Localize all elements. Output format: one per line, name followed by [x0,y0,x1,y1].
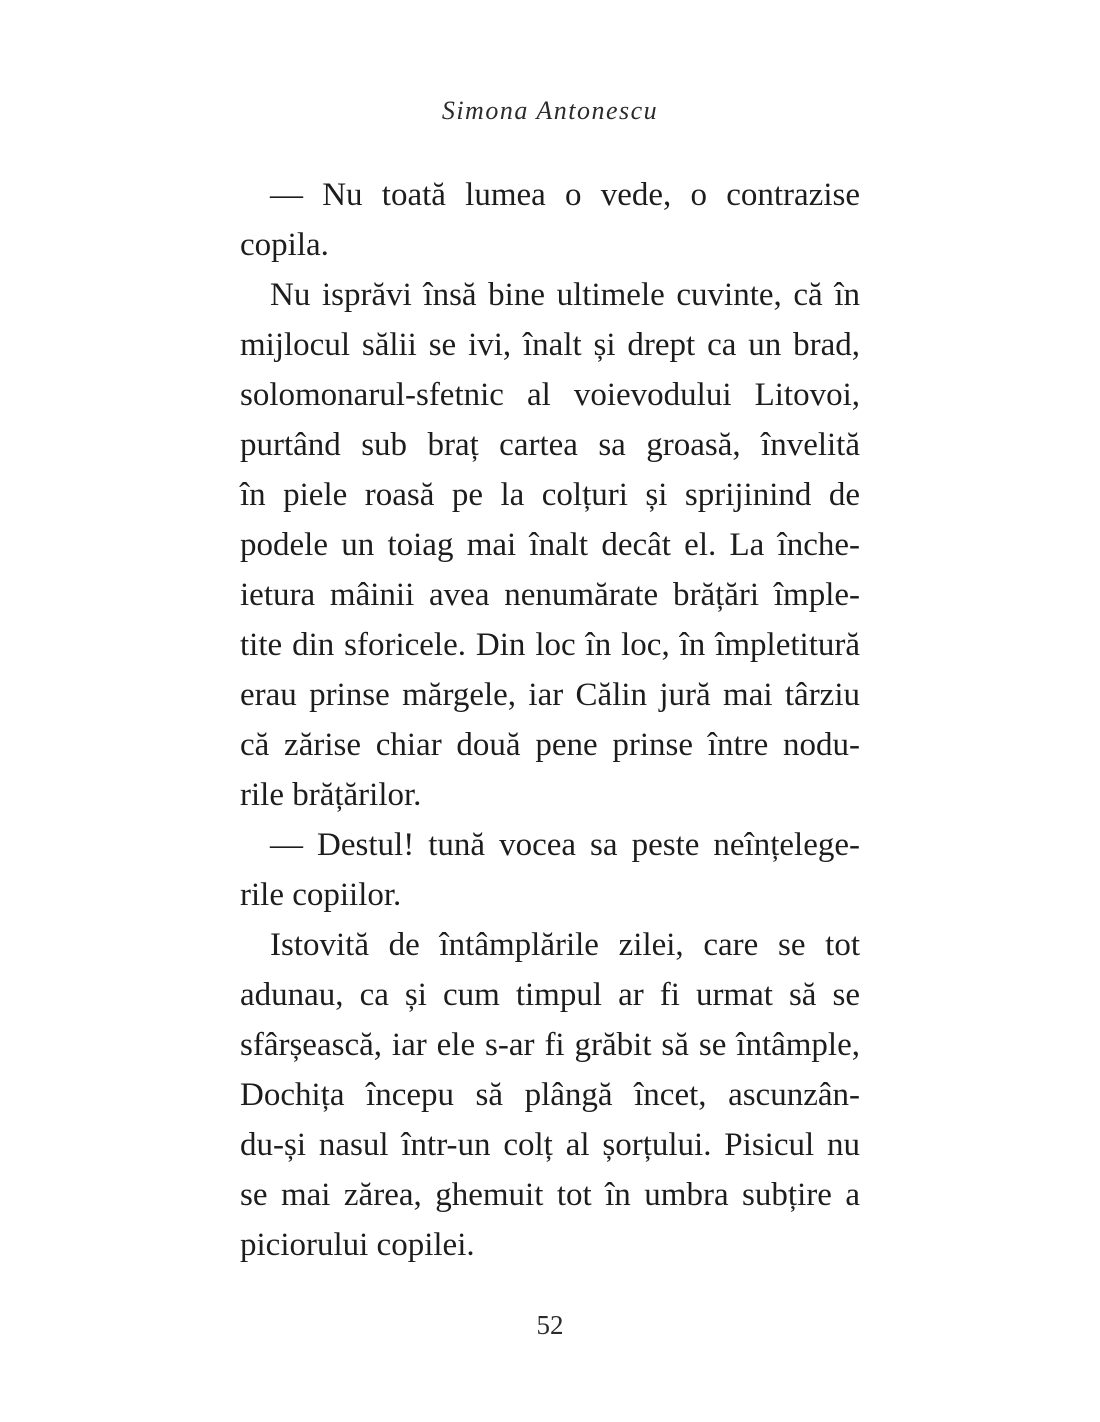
text-line: sfârșească, iar ele s-ar fi grăbit să se întâmple, [240,1027,860,1063]
text-line: piciorului copilei. [240,1227,475,1263]
text-line: Dochița începu să plângă încet, ascunzân- [240,1077,860,1113]
text-line: — Destul! tună vocea sa peste neînțelege- [270,827,860,863]
page-body [240,170,860,1270]
text-line: că zărise chiar două pene prinse între nodu- [240,727,860,763]
text-line: rile brățărilor. [240,777,422,813]
text-line: mijlocul sălii se ivi, înalt și drept ca un brad, [240,327,860,363]
text-line: du-și nasul într-un colț al șorțului. Pisicul nu [240,1127,860,1163]
text-line: se mai zărea, ghemuit tot în umbra subțire a [240,1177,860,1213]
text-line: copila. [240,227,329,263]
page-number: 52 [536,1310,564,1340]
text-line: purtând sub braț cartea sa groasă, învelită [240,427,860,463]
text-line: solomonarul-sfetnic al voievodului Litovoi, [240,377,860,413]
text-line: rile copiilor. [240,877,402,913]
paragraph [240,270,860,820]
text-line: Nu isprăvi însă bine ultimele cuvinte, că în [270,277,860,313]
paragraph [240,920,860,1270]
paragraph [240,820,860,920]
text-line: erau prinse mărgele, iar Călin jură mai târziu [240,677,860,713]
text-line: ietura mâinii avea nenumărate brățări împle- [240,577,860,613]
text-line: podele un toiag mai înalt decât el. La înche- [240,527,860,563]
text-line: Istovită de întâmplările zilei, care se tot [270,927,860,963]
text-line: tite din sforicele. Din loc în loc, în împletitură [240,627,860,663]
text-line: adunau, ca și cum timpul ar fi urmat să se [240,977,860,1013]
text-line: — Nu toată lumea o vede, o contrazise [270,177,860,213]
running-header-author: Simona Antonescu [441,96,659,125]
paragraph [240,170,860,270]
text-line: în piele roasă pe la colțuri și sprijinind de [240,477,860,513]
